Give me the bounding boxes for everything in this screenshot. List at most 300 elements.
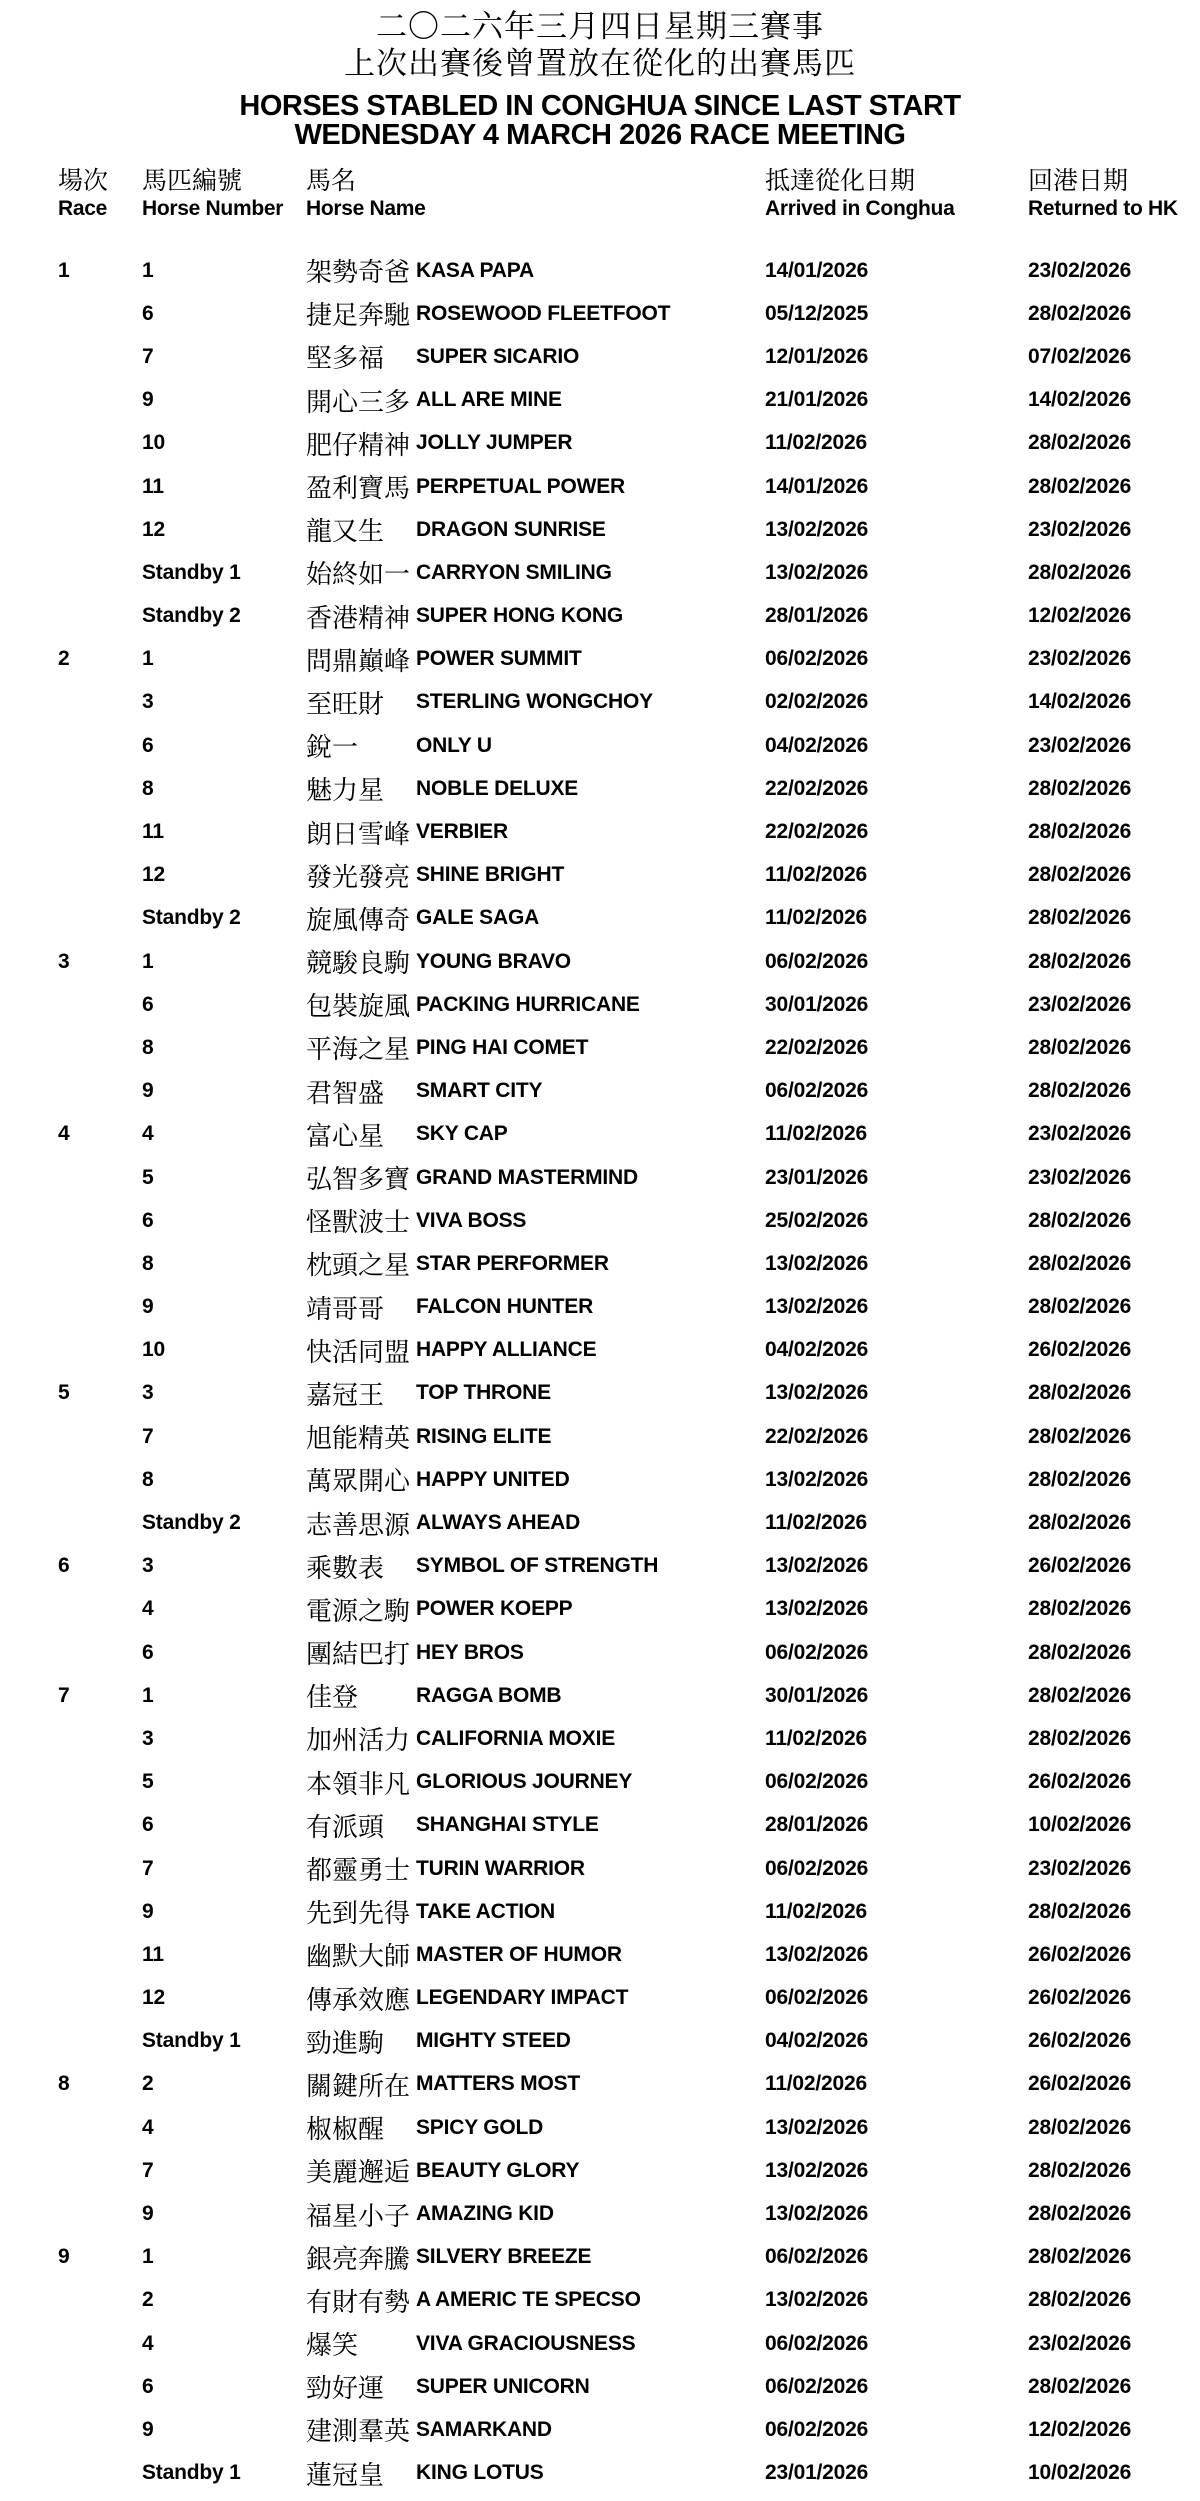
returned-date-cell: 26/02/2026 <box>1028 1942 1132 1966</box>
arrived-date-cell: 30/01/2026 <box>765 992 869 1016</box>
horse-name-english-cell: ALL ARE MINE <box>416 388 562 412</box>
horse-name-chinese-cell: 嘉冠王 <box>306 1379 385 1410</box>
race-number-cell <box>58 1286 142 1329</box>
horse-name-english-cell: SHANGHAI STYLE <box>416 1813 599 1837</box>
horse-number-cell: 10 <box>142 1338 165 1362</box>
race-number-cell <box>58 1501 142 1544</box>
race-number-cell <box>58 1070 142 1113</box>
returned-date-cell: 28/02/2026 <box>1028 431 1132 455</box>
header-horse-number-en: Horse Number <box>142 197 284 220</box>
horse-name-chinese-cell: 建測羣英 <box>306 2416 411 2447</box>
returned-date-cell: 28/02/2026 <box>1028 1424 1132 1448</box>
returned-date-cell: 28/02/2026 <box>1028 1295 1132 1319</box>
race-number-cell: 3 <box>58 949 70 973</box>
horse-name-english-cell: HEY BROS <box>416 1640 524 1664</box>
arrived-date-cell: 11/02/2026 <box>765 1511 867 1535</box>
table-row <box>0 379 1200 422</box>
horse-name-english-cell: ROSEWOOD FLEETFOOT <box>416 301 671 325</box>
horse-name-english-cell: TURIN WARRIOR <box>416 1856 585 1880</box>
horse-name-english-cell: TOP THRONE <box>416 1381 551 1405</box>
arrived-date-cell: 06/02/2026 <box>765 1079 869 1103</box>
horse-number-cell: 9 <box>142 1295 154 1319</box>
race-number-cell <box>58 2408 142 2451</box>
arrived-date-cell: 11/02/2026 <box>765 1726 867 1750</box>
returned-date-cell: 23/02/2026 <box>1028 733 1132 757</box>
horse-name-chinese-cell: 有財有勢 <box>306 2286 411 2317</box>
race-number-cell <box>58 335 142 378</box>
table-row <box>0 1026 1200 1069</box>
returned-date-cell: 28/02/2026 <box>1028 1597 1132 1621</box>
horse-name-chinese-cell: 香港精神 <box>306 602 411 633</box>
returned-date-cell: 28/02/2026 <box>1028 1726 1132 1750</box>
table-row <box>0 508 1200 551</box>
horse-name-chinese-cell: 佳登 <box>306 1682 359 1713</box>
race-number-cell <box>58 2452 142 2495</box>
arrived-date-cell: 13/02/2026 <box>765 1467 869 1491</box>
horse-number-cell: 1 <box>142 949 154 973</box>
table-row <box>0 1113 1200 1156</box>
horse-number-cell: 1 <box>142 647 154 671</box>
race-number-cell <box>58 1977 142 2020</box>
table-row <box>0 2452 1200 2495</box>
arrived-date-cell: 06/02/2026 <box>765 1986 869 2010</box>
returned-date-cell: 07/02/2026 <box>1028 344 1132 368</box>
horse-name-english-cell: GLORIOUS JOURNEY <box>416 1770 633 1794</box>
table-row <box>0 724 1200 767</box>
horse-name-chinese-cell: 至旺財 <box>306 688 385 719</box>
horse-name-chinese-cell: 捷足奔馳 <box>306 300 411 331</box>
horse-name-english-cell: JOLLY JUMPER <box>416 431 573 455</box>
horse-number-cell: 8 <box>142 1251 154 1275</box>
table-row <box>0 2063 1200 2106</box>
arrived-date-cell: 28/01/2026 <box>765 604 869 628</box>
arrived-date-cell: 13/02/2026 <box>765 2288 869 2312</box>
race-number-cell <box>58 1026 142 1069</box>
arrived-date-cell: 13/02/2026 <box>765 1251 869 1275</box>
table-row <box>0 1545 1200 1588</box>
table-row <box>0 897 1200 940</box>
horse-name-english-cell: BEAUTY GLORY <box>416 2158 580 2182</box>
returned-date-cell: 23/02/2026 <box>1028 1122 1132 1146</box>
returned-date-cell: 28/02/2026 <box>1028 776 1132 800</box>
returned-date-cell: 23/02/2026 <box>1028 2331 1132 2355</box>
race-number-cell <box>58 1199 142 1242</box>
horse-number-cell: Standby 1 <box>142 2029 241 2053</box>
arrived-date-cell: 22/02/2026 <box>765 820 869 844</box>
horse-number-cell: 7 <box>142 344 154 368</box>
table-row <box>0 1674 1200 1717</box>
horse-name-english-cell: PING HAI COMET <box>416 1035 589 1059</box>
race-number-cell: 6 <box>58 1554 70 1578</box>
returned-date-cell: 28/02/2026 <box>1028 1511 1132 1535</box>
table-row <box>0 2322 1200 2365</box>
arrived-date-cell: 04/02/2026 <box>765 1338 869 1362</box>
returned-date-cell: 28/02/2026 <box>1028 1683 1132 1707</box>
race-number-cell <box>58 292 142 335</box>
race-number-cell <box>58 2192 142 2235</box>
horse-name-english-cell: SPICY GOLD <box>416 2115 544 2139</box>
table-row <box>0 2236 1200 2279</box>
horse-name-chinese-cell: 有派頭 <box>306 1811 385 1842</box>
race-number-cell <box>58 551 142 594</box>
horse-number-cell: 4 <box>142 2331 154 2355</box>
race-number-cell: 7 <box>58 1683 70 1707</box>
arrived-date-cell: 30/01/2026 <box>765 1683 869 1707</box>
returned-date-cell: 28/02/2026 <box>1028 820 1132 844</box>
returned-date-cell: 28/02/2026 <box>1028 2245 1132 2269</box>
table-row <box>0 465 1200 508</box>
race-number-cell <box>58 1329 142 1372</box>
horse-name-english-cell: SUPER HONG KONG <box>416 604 624 628</box>
arrived-date-cell: 13/02/2026 <box>765 1597 869 1621</box>
table-row <box>0 292 1200 335</box>
table-row <box>0 1847 1200 1890</box>
arrived-date-cell: 11/02/2026 <box>765 863 867 887</box>
horse-number-cell: 1 <box>142 1683 154 1707</box>
table-row <box>0 2106 1200 2149</box>
arrived-date-cell: 06/02/2026 <box>765 2331 869 2355</box>
table-row <box>0 1977 1200 2020</box>
horse-name-english-cell: POWER KOEPP <box>416 1597 573 1621</box>
header-horse-number <box>142 166 306 222</box>
table-row <box>0 2408 1200 2451</box>
table-row <box>0 983 1200 1026</box>
returned-date-cell: 26/02/2026 <box>1028 1770 1132 1794</box>
returned-date-cell: 28/02/2026 <box>1028 1640 1132 1664</box>
horse-number-cell: 6 <box>142 301 154 325</box>
horse-number-cell: 4 <box>142 1122 154 1146</box>
horse-number-cell: 12 <box>142 1986 165 2010</box>
horse-number-cell: 3 <box>142 1554 154 1578</box>
returned-date-cell: 28/02/2026 <box>1028 1208 1132 1232</box>
race-number-cell <box>58 1631 142 1674</box>
horse-number-cell: 9 <box>142 2202 154 2226</box>
horse-number-cell: Standby 1 <box>142 2461 241 2485</box>
horse-name-chinese-cell: 加州活力 <box>306 1725 411 1756</box>
horse-name-chinese-cell: 萬眾開心 <box>306 1466 411 1497</box>
horse-name-chinese-cell: 旭能精英 <box>306 1423 411 1454</box>
arrived-date-cell: 02/02/2026 <box>765 690 869 714</box>
horse-number-cell: 6 <box>142 1208 154 1232</box>
horse-name-chinese-cell: 本領非凡 <box>306 1768 411 1799</box>
horse-name-english-cell: RISING ELITE <box>416 1424 552 1448</box>
table-row <box>0 1631 1200 1674</box>
horse-number-cell: 6 <box>142 2374 154 2398</box>
table-row <box>0 1329 1200 1372</box>
horse-name-english-cell: KING LOTUS <box>416 2461 544 2485</box>
race-number-cell <box>58 854 142 897</box>
arrived-date-cell: 13/02/2026 <box>765 2158 869 2182</box>
arrived-date-cell: 06/02/2026 <box>765 2417 869 2441</box>
table-row <box>0 2149 1200 2192</box>
horse-number-cell: Standby 1 <box>142 560 241 584</box>
race-number-cell <box>58 1804 142 1847</box>
returned-date-cell: 28/02/2026 <box>1028 1467 1132 1491</box>
horse-name-english-cell: SUPER SICARIO <box>416 344 580 368</box>
horse-name-chinese-cell: 競駿良駒 <box>306 948 411 979</box>
returned-date-cell: 23/02/2026 <box>1028 1165 1132 1189</box>
horse-number-cell: 3 <box>142 1381 154 1405</box>
table-row <box>0 1070 1200 1113</box>
returned-date-cell: 28/02/2026 <box>1028 1381 1132 1405</box>
document-header <box>0 0 1200 150</box>
race-number-cell <box>58 2106 142 2149</box>
table-row <box>0 1199 1200 1242</box>
horse-name-chinese-cell: 包裝旋風 <box>306 991 411 1022</box>
arrived-date-cell: 11/02/2026 <box>765 431 867 455</box>
horse-name-chinese-cell: 勁進駒 <box>306 2027 385 2058</box>
table-row <box>0 595 1200 638</box>
horse-number-cell: 8 <box>142 776 154 800</box>
horse-name-chinese-cell: 志善思源 <box>306 1509 411 1540</box>
horse-name-chinese-cell: 都靈勇士 <box>306 1855 411 1886</box>
horse-name-chinese-cell: 龍又生 <box>306 516 385 547</box>
table-row <box>0 681 1200 724</box>
header-horse-name-zh: 馬名 <box>306 167 357 195</box>
horse-name-chinese-cell: 始終如一 <box>306 559 411 590</box>
horse-name-chinese-cell: 平海之星 <box>306 1034 411 1065</box>
race-number-cell: 5 <box>58 1381 70 1405</box>
horse-number-cell: 11 <box>142 1942 164 1966</box>
horse-name-chinese-cell: 朗日雪峰 <box>306 818 411 849</box>
horse-number-cell: Standby 2 <box>142 604 241 628</box>
table-row <box>0 1804 1200 1847</box>
arrived-date-cell: 13/02/2026 <box>765 1295 869 1319</box>
race-number-cell <box>58 2279 142 2322</box>
race-number-cell <box>58 465 142 508</box>
returned-date-cell: 26/02/2026 <box>1028 1338 1132 1362</box>
horse-name-english-cell: SYMBOL OF STRENGTH <box>416 1554 659 1578</box>
returned-date-cell: 28/02/2026 <box>1028 2158 1132 2182</box>
returned-date-cell: 28/02/2026 <box>1028 2374 1132 2398</box>
horse-name-chinese-cell: 君智盛 <box>306 1077 385 1108</box>
arrived-date-cell: 06/02/2026 <box>765 2374 869 2398</box>
horse-number-cell: 7 <box>142 1424 154 1448</box>
table-row <box>0 2020 1200 2063</box>
horse-name-english-cell: VIVA GRACIOUSNESS <box>416 2331 636 2355</box>
returned-date-cell: 26/02/2026 <box>1028 1554 1132 1578</box>
race-number-cell <box>58 1847 142 1890</box>
header-horse-number-zh: 馬匹編號 <box>142 167 243 195</box>
table-row <box>0 2279 1200 2322</box>
arrived-date-cell: 21/01/2026 <box>765 388 869 412</box>
horse-name-chinese-cell: 蓮冠皇 <box>306 2459 385 2490</box>
arrived-date-cell: 06/02/2026 <box>765 2245 869 2269</box>
arrived-date-cell: 06/02/2026 <box>765 647 869 671</box>
race-number-cell <box>58 2020 142 2063</box>
table-row <box>0 422 1200 465</box>
horse-name-english-cell: FALCON HUNTER <box>416 1295 594 1319</box>
arrived-date-cell: 14/01/2026 <box>765 258 869 282</box>
title-english-line2: WEDNESDAY 4 MARCH 2026 RACE MEETING <box>294 119 906 151</box>
race-number-cell <box>58 379 142 422</box>
horse-number-cell: 6 <box>142 1640 154 1664</box>
returned-date-cell: 14/02/2026 <box>1028 388 1132 412</box>
horse-name-english-cell: GALE SAGA <box>416 906 540 930</box>
table-row <box>0 1156 1200 1199</box>
horse-name-chinese-cell: 美麗邂逅 <box>306 2157 411 2188</box>
header-returned-zh: 回港日期 <box>1028 167 1129 195</box>
horse-name-english-cell: AMAZING KID <box>416 2202 554 2226</box>
table-row <box>0 2365 1200 2408</box>
arrived-date-cell: 04/02/2026 <box>765 2029 869 2053</box>
arrived-date-cell: 13/02/2026 <box>765 1942 869 1966</box>
table-row <box>0 1286 1200 1329</box>
arrived-date-cell: 13/02/2026 <box>765 560 869 584</box>
horse-name-english-cell: VERBIER <box>416 820 508 844</box>
arrived-date-cell: 22/02/2026 <box>765 1035 869 1059</box>
horse-number-cell: 5 <box>142 1770 154 1794</box>
race-number-cell <box>58 1761 142 1804</box>
table-row <box>0 1717 1200 1760</box>
table-row <box>0 1458 1200 1501</box>
arrived-date-cell: 13/02/2026 <box>765 1554 869 1578</box>
horse-number-cell: 9 <box>142 1899 154 1923</box>
race-number-cell: 8 <box>58 2072 70 2096</box>
horse-name-chinese-cell: 盈利寶馬 <box>306 473 411 504</box>
horse-number-cell: Standby 2 <box>142 1511 241 1535</box>
race-number-cell <box>58 1156 142 1199</box>
horse-name-english-cell: VIVA BOSS <box>416 1208 527 1232</box>
arrived-date-cell: 13/02/2026 <box>765 2115 869 2139</box>
horse-name-chinese-cell: 快活同盟 <box>306 1336 411 1367</box>
horse-number-cell: 6 <box>142 992 154 1016</box>
horse-name-chinese-cell: 團結巴打 <box>306 1639 411 1670</box>
returned-date-cell: 10/02/2026 <box>1028 1813 1132 1837</box>
horse-name-english-cell: CALIFORNIA MOXIE <box>416 1726 616 1750</box>
horse-number-cell: 4 <box>142 2115 154 2139</box>
horse-name-english-cell: PERPETUAL POWER <box>416 474 625 498</box>
race-number-cell <box>58 595 142 638</box>
header-horse-name <box>306 166 765 222</box>
horse-name-chinese-cell: 魅力星 <box>306 775 385 806</box>
race-number-cell: 9 <box>58 2245 70 2269</box>
horse-name-english-cell: ALWAYS AHEAD <box>416 1511 581 1535</box>
returned-date-cell: 26/02/2026 <box>1028 2029 1132 2053</box>
table-row <box>0 1415 1200 1458</box>
arrived-date-cell: 11/02/2026 <box>765 1122 867 1146</box>
horse-name-english-cell: A AMERIC TE SPECSO <box>416 2288 641 2312</box>
table-row <box>0 1242 1200 1285</box>
table-row <box>0 940 1200 983</box>
horse-name-english-cell: LEGENDARY IMPACT <box>416 1986 629 2010</box>
horse-number-cell: 8 <box>142 1035 154 1059</box>
table-row <box>0 1761 1200 1804</box>
horse-name-english-cell: NOBLE DELUXE <box>416 776 579 800</box>
horse-number-cell: 10 <box>142 431 165 455</box>
returned-date-cell: 28/02/2026 <box>1028 474 1132 498</box>
horse-number-cell: 7 <box>142 2158 154 2182</box>
horse-number-cell: 5 <box>142 1165 154 1189</box>
title-chinese-line2: 上次出賽後曾置放在從化的出賽馬匹 <box>344 46 856 81</box>
returned-date-cell: 28/02/2026 <box>1028 301 1132 325</box>
horse-number-cell: 3 <box>142 1726 154 1750</box>
horse-name-english-cell: PACKING HURRICANE <box>416 992 640 1016</box>
race-number-cell: 2 <box>58 647 70 671</box>
horse-name-english-cell: DRAGON SUNRISE <box>416 517 606 541</box>
horse-name-english-cell: RAGGA BOMB <box>416 1683 562 1707</box>
arrived-date-cell: 04/02/2026 <box>765 733 869 757</box>
race-number-cell <box>58 897 142 940</box>
horse-name-chinese-cell: 關鍵所在 <box>306 2070 411 2101</box>
horse-number-cell: Standby 2 <box>142 906 241 930</box>
horse-name-chinese-cell: 開心三多 <box>306 386 411 417</box>
horse-name-chinese-cell: 弘智多寶 <box>306 1164 411 1195</box>
table-row <box>0 1588 1200 1631</box>
table-row <box>0 1933 1200 1976</box>
arrived-date-cell: 14/01/2026 <box>765 474 869 498</box>
table-row <box>0 767 1200 810</box>
header-returned-en: Returned to HK <box>1028 197 1178 220</box>
table-row <box>0 1890 1200 1933</box>
horse-name-english-cell: TAKE ACTION <box>416 1899 555 1923</box>
arrived-date-cell: 11/02/2026 <box>765 906 867 930</box>
race-number-cell <box>58 2365 142 2408</box>
returned-date-cell: 28/02/2026 <box>1028 906 1132 930</box>
horse-name-chinese-cell: 傳承效應 <box>306 1984 411 2015</box>
table-body <box>0 249 1200 2495</box>
returned-date-cell: 26/02/2026 <box>1028 2072 1132 2096</box>
horse-name-chinese-cell: 問鼎巔峰 <box>306 645 411 676</box>
horse-name-english-cell: MATTERS MOST <box>416 2072 581 2096</box>
returned-date-cell: 28/02/2026 <box>1028 2115 1132 2139</box>
returned-date-cell: 26/02/2026 <box>1028 1986 1132 2010</box>
race-number-cell: 1 <box>58 258 70 282</box>
horse-name-english-cell: YOUNG BRAVO <box>416 949 571 973</box>
header-returned <box>1028 166 1200 222</box>
horse-name-english-cell: SMART CITY <box>416 1079 543 1103</box>
horse-name-chinese-cell: 勁好運 <box>306 2373 385 2404</box>
race-number-cell <box>58 681 142 724</box>
horse-number-cell: 12 <box>142 863 165 887</box>
arrived-date-cell: 06/02/2026 <box>765 1640 869 1664</box>
arrived-date-cell: 06/02/2026 <box>765 949 869 973</box>
horse-name-english-cell: STAR PERFORMER <box>416 1251 609 1275</box>
horse-name-english-cell: MASTER OF HUMOR <box>416 1942 622 1966</box>
arrived-date-cell: 13/02/2026 <box>765 517 869 541</box>
table-row <box>0 854 1200 897</box>
header-horse-name-en: Horse Name <box>306 197 426 220</box>
horse-number-cell: 2 <box>142 2072 154 2096</box>
arrived-date-cell: 12/01/2026 <box>765 344 869 368</box>
race-number-cell <box>58 1933 142 1976</box>
horse-number-cell: 4 <box>142 1597 154 1621</box>
race-number-cell <box>58 508 142 551</box>
header-race <box>58 166 142 222</box>
horse-name-chinese-cell: 銀亮奔騰 <box>306 2243 411 2274</box>
arrived-date-cell: 13/02/2026 <box>765 1381 869 1405</box>
horse-number-cell: 11 <box>142 820 164 844</box>
horse-name-english-cell: SILVERY BREEZE <box>416 2245 592 2269</box>
returned-date-cell: 12/02/2026 <box>1028 2417 1132 2441</box>
table-row <box>0 551 1200 594</box>
horse-number-cell: 3 <box>142 690 154 714</box>
returned-date-cell: 23/02/2026 <box>1028 517 1132 541</box>
horse-name-english-cell: POWER SUMMIT <box>416 647 582 671</box>
returned-date-cell: 10/02/2026 <box>1028 2461 1132 2485</box>
horse-name-chinese-cell: 肥仔精神 <box>306 429 411 460</box>
header-arrived-en: Arrived in Conghua <box>765 197 955 220</box>
arrived-date-cell: 23/01/2026 <box>765 1165 869 1189</box>
horse-name-english-cell: SAMARKAND <box>416 2417 552 2441</box>
race-number-cell <box>58 983 142 1026</box>
race-number-cell <box>58 2322 142 2365</box>
horse-name-chinese-cell: 幽默大師 <box>306 1941 411 1972</box>
table-row <box>0 638 1200 681</box>
returned-date-cell: 28/02/2026 <box>1028 1899 1132 1923</box>
horse-number-cell: 6 <box>142 1813 154 1837</box>
table-row <box>0 810 1200 853</box>
